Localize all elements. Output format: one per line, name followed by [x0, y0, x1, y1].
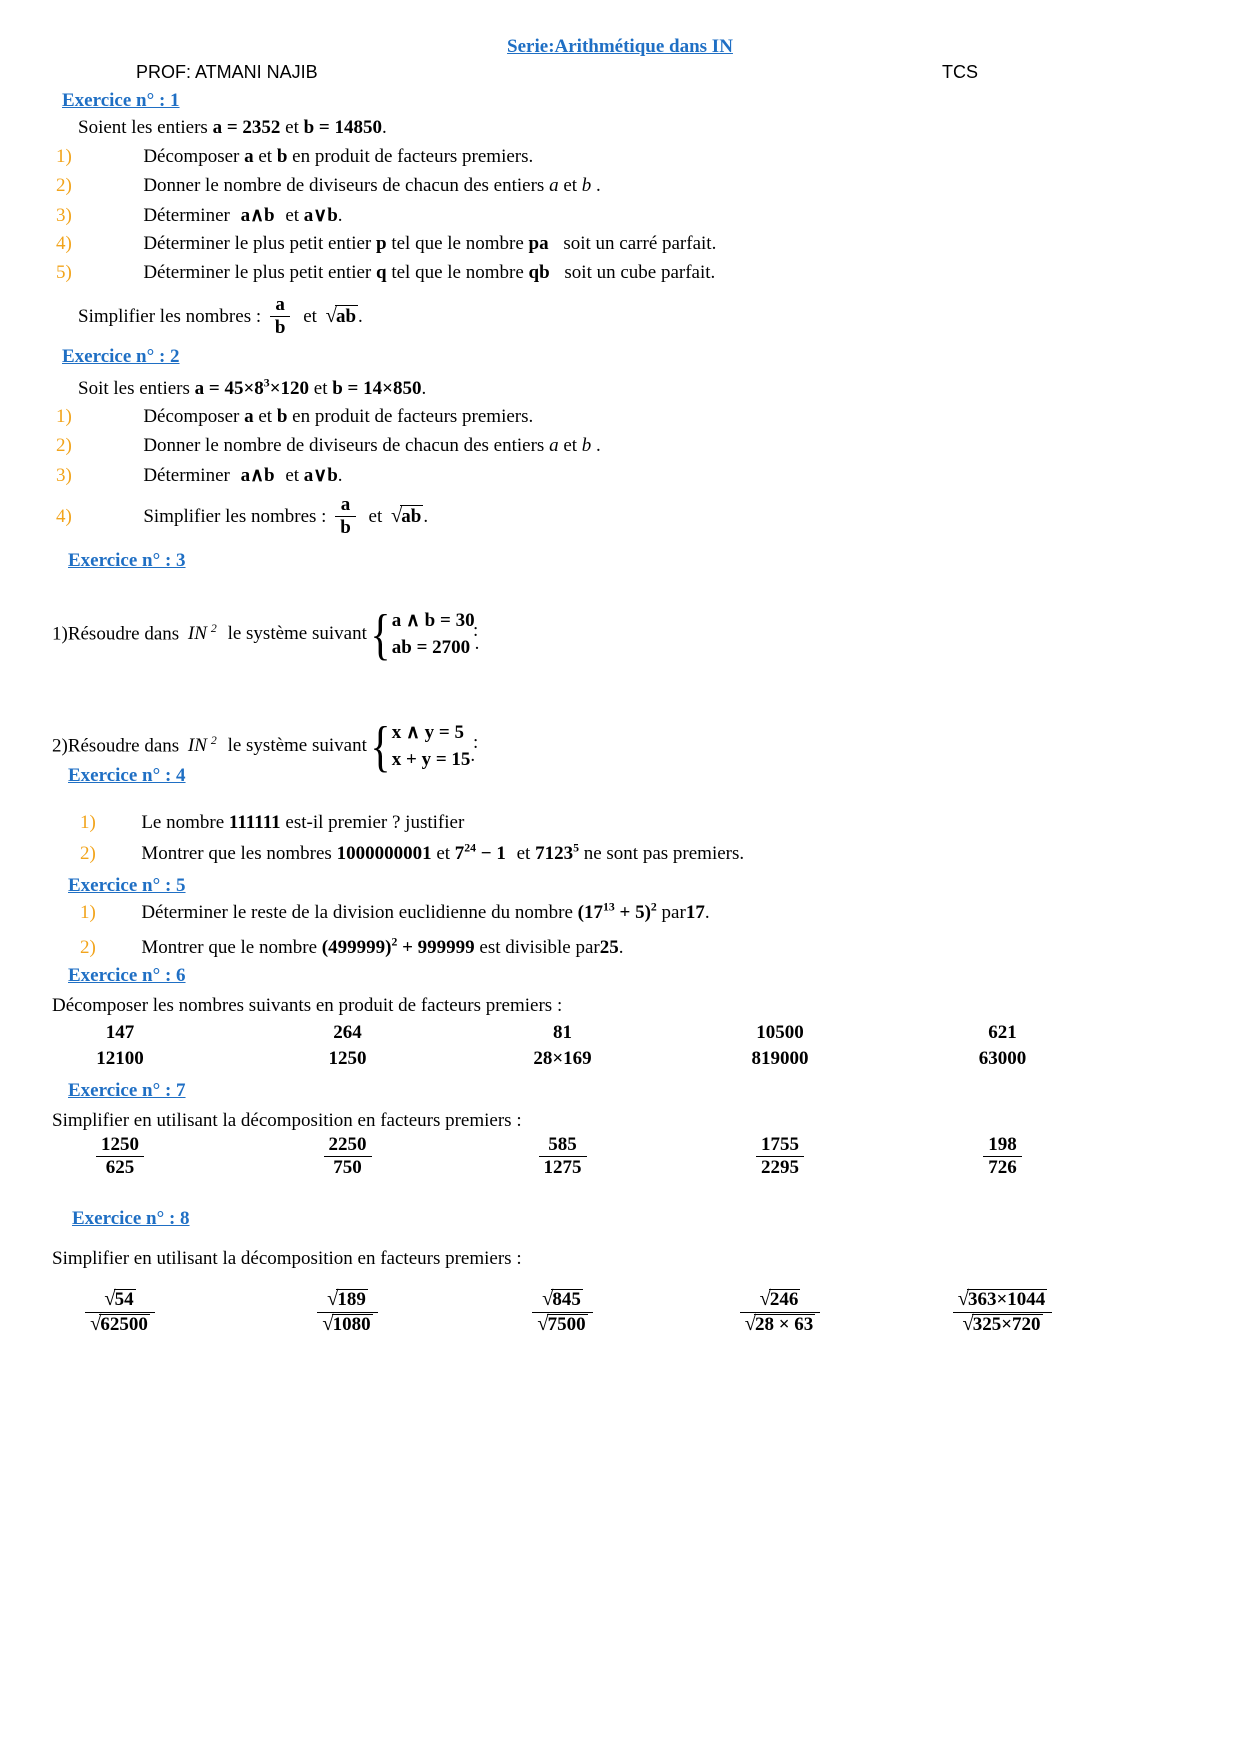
- page-title: Serie:Arithmétique dans IN: [507, 36, 733, 57]
- sqrt-denominator: √28 × 63: [744, 1312, 814, 1335]
- exercise-2-item-2: 2) Donner le nombre de diviseurs de chacun des entiers a et b .: [56, 435, 601, 456]
- radical-sign: √: [325, 304, 337, 327]
- fraction-a-over-b: $\frac{a}{b}$: [335, 495, 356, 538]
- sqrt-numerator: √363×1044: [957, 1288, 1046, 1310]
- exercise-6-heading: Exercice n° : 6: [68, 965, 186, 986]
- exercise-5-item-2: 2) Montrer que le nombre $(499999)^2 + 999999$ est divisible par25.: [80, 935, 624, 958]
- radical-sign: √: [542, 1288, 554, 1310]
- number-cell: 147: [105, 1022, 135, 1043]
- sqrt-denominator: √62500: [90, 1312, 148, 1335]
- exercise-2-item-3: 3) Déterminer a∧b et a∨b.: [56, 465, 343, 486]
- sqrt-numerator: √189: [327, 1288, 366, 1310]
- exercise-8-heading: Exercice n° : 8: [72, 1208, 190, 1229]
- left-brace: {: [370, 603, 391, 666]
- exercise-8-instruction: Simplifier en utilisant la décomposition en facteurs premiers :: [52, 1248, 522, 1269]
- radical-sign: √: [537, 1312, 549, 1335]
- exercise-1-item-4: 4) Déterminer le plus petit entier p tel que le nombre pa soit un carré parfait.: [56, 233, 717, 254]
- system-2-colon: :: [473, 732, 479, 753]
- system-brace-1: { a ∧ b = 30 ab = 2700: [370, 603, 475, 666]
- number-cell: 264: [333, 1022, 362, 1043]
- radical-sign: √: [744, 1312, 756, 1335]
- number-cell: 12100: [96, 1048, 144, 1069]
- sqrt-denominator: √1080: [322, 1312, 371, 1335]
- exercise-3-system-2: 2)Résoudre dans IN $^2$ le système suivant { x ∧ y = 5 x + y = 15 . :: [52, 715, 479, 778]
- exercise-6-row-1: [0, 1022, 1200, 1044]
- sqrt-fraction-cell: [240, 1290, 455, 1336]
- exercise-1-item-2: 2) Donner le nombre de diviseurs de chacun des entiers a et b .: [56, 175, 601, 196]
- radical-sign: √: [90, 1312, 102, 1335]
- number-cell: 81: [553, 1022, 572, 1043]
- number-cell: 621: [988, 1022, 1017, 1043]
- exercise-3-heading: Exercice n° : 3: [68, 550, 186, 571]
- number-cell: 10500: [756, 1022, 804, 1043]
- exercise-3-system-1: 1)Résoudre dans IN $^2$ le système suivant { a ∧ b = 30 ab = 2700 . :: [52, 603, 480, 666]
- radical-sign: √: [327, 1288, 339, 1310]
- exercise-2-intro: Soit les entiers $a = 45\times 8^3\times 120$ et b = 14×850.: [78, 376, 427, 399]
- exercise-4-item-1: 1) Le nombre 111111 est-il premier ? justifier: [80, 812, 465, 833]
- exercise-2-item-4: 4) Simplifier les nombres : $\frac{a}{b}$ et √ab .: [56, 494, 429, 538]
- sqrt-fraction-cell: [890, 1290, 1115, 1336]
- exercise-6-row-2: [0, 1048, 1200, 1070]
- sqrt-fraction-cell: [670, 1290, 890, 1336]
- sqrt-denominator: √7500: [537, 1312, 586, 1335]
- fraction-cell: $\frac{2250}{750}$: [240, 1136, 455, 1179]
- sqrt-ab: √ab: [325, 304, 357, 327]
- radical-sign: √: [391, 504, 403, 527]
- exercise-5-item-1: 1) Déterminer le reste de la division euclidienne du nombre $(17^{13} + 5)^2$ par17.: [80, 900, 710, 923]
- exercise-5-heading: Exercice n° : 5: [68, 875, 186, 896]
- number-cell: 63000: [978, 1048, 1027, 1069]
- number-cell: 819000: [751, 1048, 809, 1069]
- sqrt-fraction-cell: [455, 1290, 670, 1336]
- sqrt-denominator: √325×720: [962, 1312, 1041, 1335]
- number-cell: 1250: [328, 1048, 367, 1069]
- exercise-1-heading: Exercice n° : 1: [62, 90, 180, 111]
- exercise-1-item-3: 3) Déterminer a∧b et a∨b.: [56, 205, 343, 226]
- system-1-colon: :: [473, 620, 479, 641]
- exercise-4-heading: Exercice n° : 4: [68, 765, 186, 786]
- radical-sign: √: [759, 1288, 771, 1310]
- fraction-cell: $\frac{1250}{625}$: [0, 1136, 240, 1179]
- number-cell: 28×169: [533, 1048, 592, 1069]
- exercise-1-item-5: 5) Déterminer le plus petit entier q tel que le nombre qb soit un cube parfait.: [56, 262, 716, 283]
- radical-sign: √: [957, 1288, 969, 1310]
- radical-sign: √: [104, 1288, 116, 1310]
- exercise-1-simplify: Simplifier les nombres : $\frac{a}{b}$ et √ab .: [78, 294, 363, 338]
- fraction-cell: $\frac{1755}{2295}$: [670, 1136, 890, 1179]
- sqrt-ab: √ab: [391, 504, 422, 527]
- sqrt-numerator: √54: [104, 1288, 134, 1310]
- exercise-6-instruction: Décomposer les nombres suivants en produit de facteurs premiers :: [52, 995, 563, 1016]
- professor-name: PROF: ATMANI NAJIB: [136, 62, 318, 82]
- exercise-2-item-1: 1) Décomposer a et b en produit de facteurs premiers.: [56, 406, 534, 427]
- exercise-1-item-1: 1) Décomposer a et b en produit de facteurs premiers.: [56, 146, 534, 167]
- system-brace-2: { x ∧ y = 5 x + y = 15: [370, 715, 471, 778]
- sqrt-numerator: √845: [542, 1288, 581, 1310]
- fraction-cell: $\frac{585}{1275}$: [455, 1136, 670, 1179]
- exercise-1-intro: Soient les entiers a = 2352 et b = 14850.: [78, 117, 387, 138]
- class-level: TCS: [942, 62, 978, 82]
- exercise-8-sqrt-fractions: [0, 1290, 1200, 1336]
- exercise-7-fractions: [0, 1136, 1200, 1179]
- radical-sign: √: [322, 1312, 334, 1335]
- sqrt-fraction-cell: [0, 1290, 240, 1336]
- fraction-cell: $\frac{198}{726}$: [890, 1136, 1115, 1179]
- exercise-4-item-2: 2) Montrer que les nombres 1000000001 et $7^{24} - 1$ et 7123$^5$ ne sont pas premiers.: [80, 841, 745, 864]
- exercise-7-instruction: Simplifier en utilisant la décomposition en facteurs premiers :: [52, 1110, 522, 1131]
- exercise-7-heading: Exercice n° : 7: [68, 1080, 186, 1101]
- sqrt-numerator: √246: [759, 1288, 799, 1310]
- left-brace: {: [370, 715, 391, 778]
- fraction-a-over-b: $\frac{a}{b}$: [270, 295, 291, 338]
- radical-sign: √: [962, 1312, 974, 1335]
- exercise-2-heading: Exercice n° : 2: [62, 346, 180, 367]
